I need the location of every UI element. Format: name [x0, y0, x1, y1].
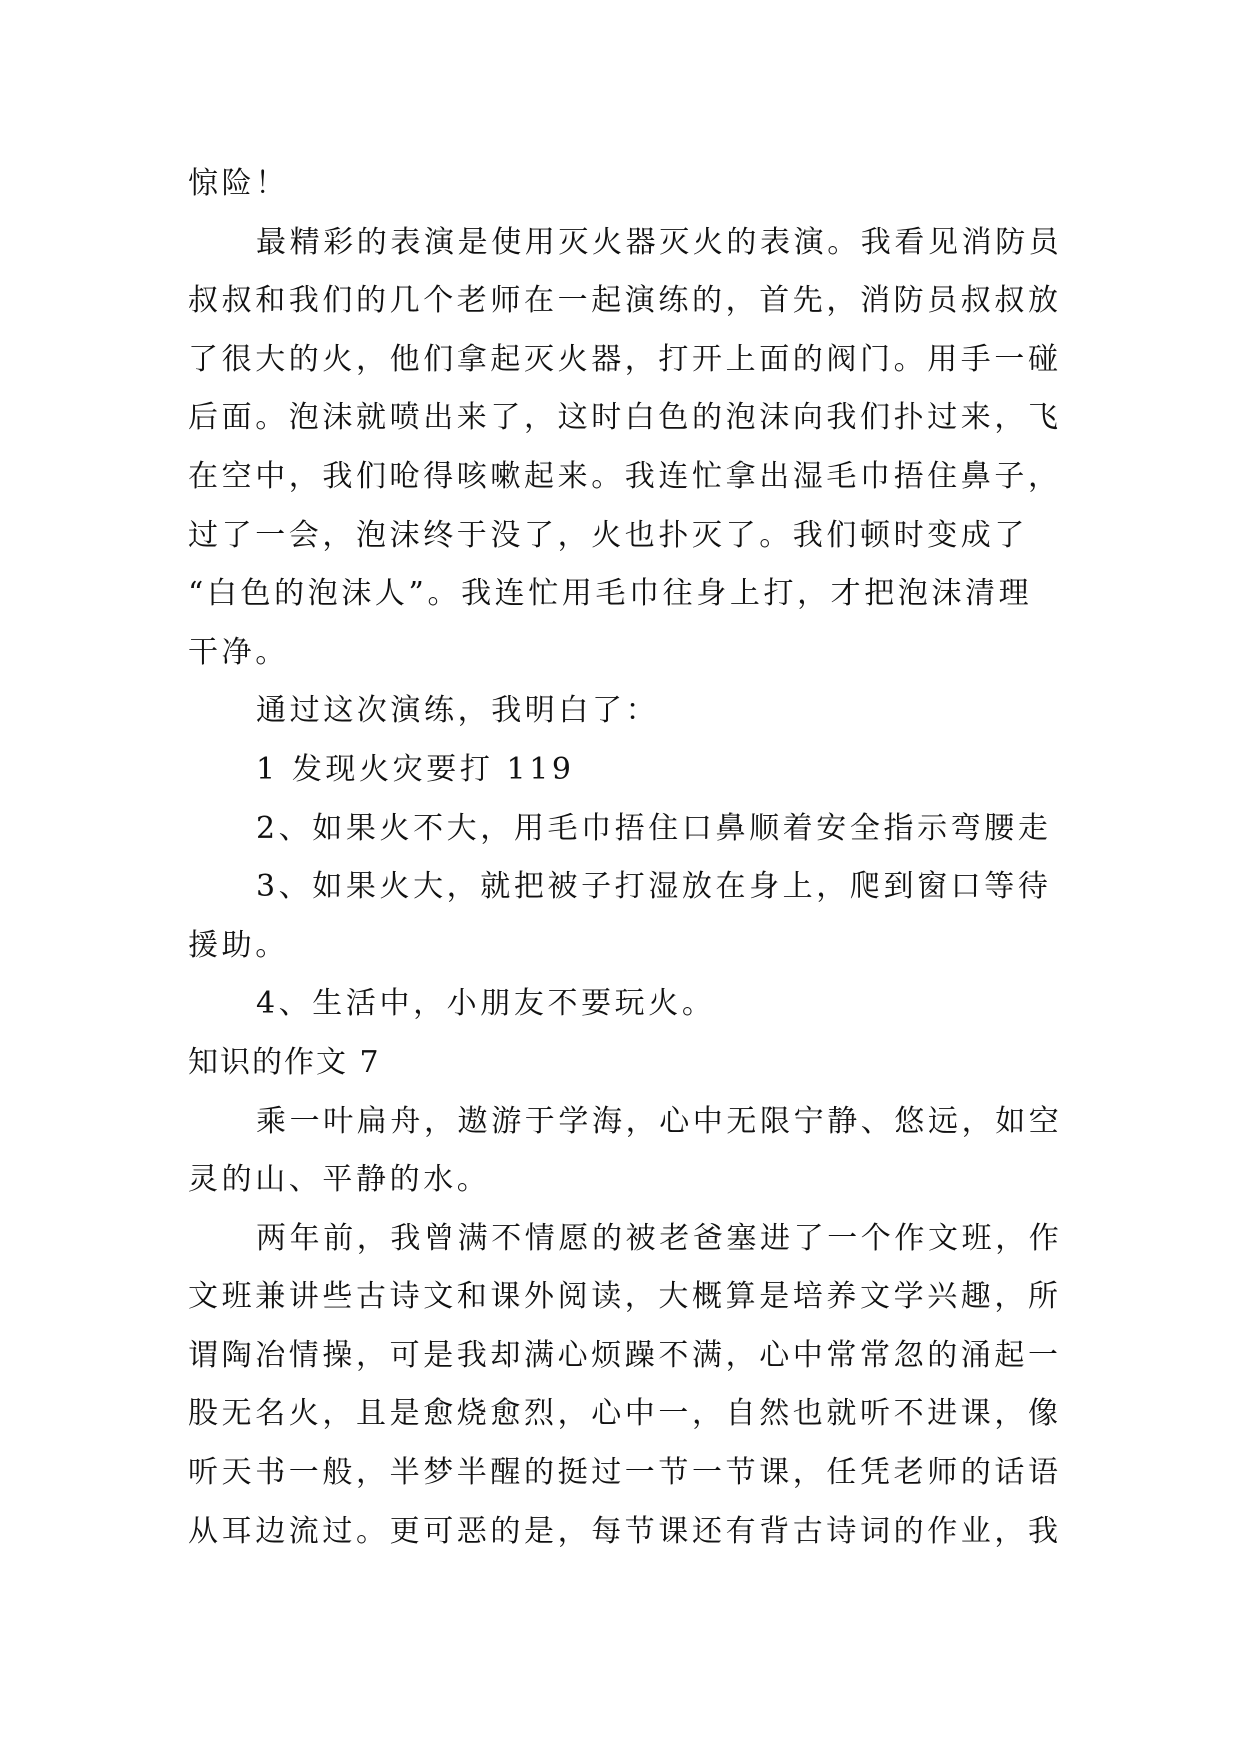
text-line: 从耳边流过。更可恶的是，每节课还有背古诗词的作业，我: [188, 1513, 1062, 1549]
document-body: [188, 155, 1063, 1561]
paragraph-start: 乘一叶扁舟，遨游于学海，心中无限宁静、悠远，如空: [256, 1103, 1063, 1139]
list-item: 3、如果火大，就把被子打湿放在身上，爬到窗口等待: [256, 869, 1052, 905]
text-line: 听天书一般，半梦半醒的挺过一节一节课，任凭老师的话语: [188, 1455, 1062, 1491]
text-line: 援助。: [188, 927, 289, 963]
section-heading: 知识的作文 7: [188, 1044, 381, 1080]
text-line: 后面。泡沫就喷出来了，这时白色的泡沫向我们扑过来，飞: [188, 400, 1062, 436]
paragraph-start: 通过这次演练，我明白了：: [256, 693, 660, 729]
paragraph-start: 最精彩的表演是使用灭火器灭火的表演。我看见消防员: [256, 224, 1063, 260]
text-line: 惊险！: [188, 166, 289, 201]
text-line: 谓陶冶情操，可是我却满心烦躁不满，心中常常忽的涌起一: [188, 1337, 1062, 1373]
text-line: “白色的泡沫人”。我连忙用毛巾往身上打，才把泡沫清理: [188, 576, 1033, 612]
list-item: 1 发现火灾要打 119: [256, 751, 575, 787]
text-line: 文班兼讲些古诗文和课外阅读，大概算是培养文学兴趣，所: [188, 1279, 1062, 1315]
text-line: 干净。: [188, 634, 289, 670]
text-line: 在空中，我们呛得咳嗽起来。我连忙拿出湿毛巾捂住鼻子，: [188, 458, 1062, 494]
list-item: 4、生活中，小朋友不要玩火。: [256, 986, 716, 1022]
text-line: 过了一会，泡沫终于没了，火也扑灭了。我们顿时变成了: [188, 517, 1028, 553]
list-item: 2、如果火不大，用毛巾捂住口鼻顺着安全指示弯腰走: [256, 810, 1052, 846]
text-line: 股无名火，且是愈烧愈烈，心中一，自然也就听不进课，像: [188, 1396, 1062, 1432]
text-line: 了很大的火，他们拿起灭火器，打开上面的阀门。用手一碰: [188, 341, 1062, 377]
text-line: 灵的山、平静的水。: [188, 1162, 491, 1198]
paragraph-start: 两年前，我曾满不情愿的被老爸塞进了一个作文班，作: [256, 1220, 1063, 1256]
text-line: 叔叔和我们的几个老师在一起演练的，首先，消防员叔叔放: [188, 283, 1062, 319]
